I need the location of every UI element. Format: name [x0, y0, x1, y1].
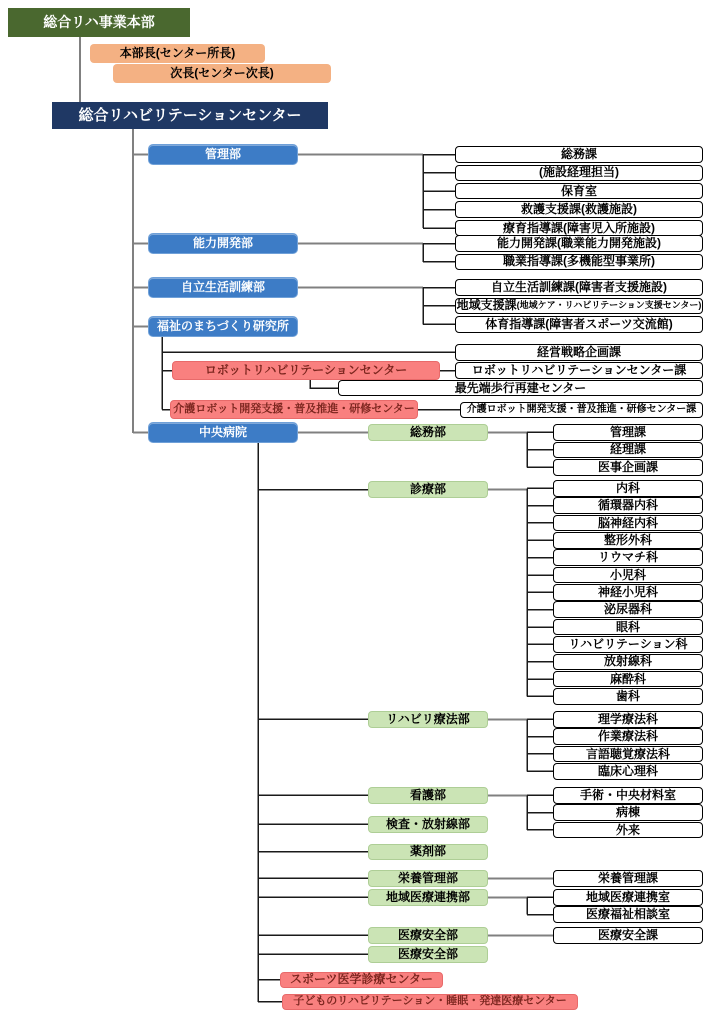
section-box-kango: 看護部 — [368, 787, 488, 804]
unit-box: 泌尿器科 — [553, 601, 703, 618]
unit-box: 地域医療連携室 — [553, 889, 703, 906]
unit-box: 言語聴覚療法科 — [553, 746, 703, 763]
unit-box: 療育指導課(障害児入所施設) — [455, 220, 703, 237]
unit-box-chiiki-shien — [455, 298, 703, 315]
unit-box: 歯科 — [553, 688, 703, 705]
headquarters-box: 総合リハ事業本部 — [8, 8, 190, 37]
unit-box: 整形外科 — [553, 532, 703, 549]
division-box-kanri: 管理部 — [148, 144, 298, 165]
unit-box: 自立生活訓練課(障害者支援施設) — [455, 279, 703, 296]
unit-box: 麻酔科 — [553, 671, 703, 688]
unit-box: 管理課 — [553, 424, 703, 441]
section-box-rehab-ryoho: リハビリ療法部 — [368, 711, 488, 728]
section-box-chiiki-iryo-renkei: 地域医療連携部 — [368, 889, 488, 906]
unit-box: 作業療法科 — [553, 728, 703, 745]
section-box-kensa-hoshasen: 検査・放射線部 — [368, 816, 488, 833]
unit-box: 手術・中央材料室 — [553, 787, 703, 804]
unit-box: 経理課 — [553, 442, 703, 459]
children-rehab-sleep-center-box: 子どものリハビリテーション・睡眠・発達医療センター — [282, 994, 578, 1011]
unit-box: リウマチ科 — [553, 549, 703, 566]
unit-box: 体育指導課(障害者スポーツ交流館) — [455, 316, 703, 333]
division-box-noryoku-kaihatsu: 能力開発部 — [148, 233, 298, 254]
section-box-iryo-anzen-1: 医療安全部 — [368, 927, 488, 944]
unit-box: 救護支援課(救護施設) — [455, 201, 703, 218]
unit-box: 医療福祉相談室 — [553, 906, 703, 923]
division-box-jiritsu-seikatsu: 自立生活訓練部 — [148, 277, 298, 298]
unit-box: 神経小児科 — [553, 584, 703, 601]
unit-label-main: 地域支援課 — [456, 298, 517, 313]
unit-box: 外来 — [553, 822, 703, 839]
unit-box: 栄養管理課 — [553, 870, 703, 887]
unit-box: リハビリテーション科 — [553, 636, 703, 653]
unit-box: 総務課 — [455, 146, 703, 163]
section-box-yakuzai: 薬剤部 — [368, 844, 488, 861]
deputy-director-box: 次長(センター次長) — [113, 64, 331, 83]
unit-box: 医療安全課 — [553, 927, 703, 944]
division-box-chuo-hospital: 中央病院 — [148, 422, 298, 443]
unit-label-suffix: (地域ケア・リハビリテーション支援センター) — [516, 300, 702, 311]
unit-box: 介護ロボット開発支援・普及推進・研修センター課 — [460, 402, 703, 419]
unit-box: 小児科 — [553, 567, 703, 584]
division-box-fukushi-machidukuri: 福祉のまちづくり研究所 — [148, 316, 298, 337]
unit-box: 内科 — [553, 480, 703, 497]
robot-rehab-center-box: ロボットリハビリテーションセンター — [172, 361, 440, 380]
section-box-iryo-anzen-2: 医療安全部 — [368, 946, 488, 963]
unit-box: 理学療法科 — [553, 711, 703, 728]
unit-box: 眼科 — [553, 619, 703, 636]
unit-box: 経営戦略企画課 — [455, 344, 703, 361]
unit-box: 臨床心理科 — [553, 763, 703, 780]
gait-reconstruction-center-box: 最先端歩行再建センター — [338, 380, 703, 397]
unit-box: 脳神経内科 — [553, 515, 703, 532]
unit-box: 能力開発課(職業能力開発施設) — [455, 235, 703, 252]
unit-box: 保育室 — [455, 183, 703, 200]
section-box-shinryo: 診療部 — [368, 481, 488, 498]
director-box: 本部長(センター所長) — [90, 44, 265, 63]
section-box-somu: 総務部 — [368, 424, 488, 441]
unit-box: 医事企画課 — [553, 459, 703, 476]
unit-box: 循環器内科 — [553, 497, 703, 514]
unit-box: 職業指導課(多機能型事業所) — [455, 254, 703, 271]
unit-box: (施設経理担当) — [455, 165, 703, 182]
section-box-eiyo-kanri: 栄養管理部 — [368, 870, 488, 887]
care-robot-center-box: 介護ロボット開発支援・普及推進・研修センター — [170, 400, 418, 419]
sports-medicine-center-box: スポーツ医学診療センター — [280, 972, 443, 989]
rehabilitation-center-box: 総合リハビリテーションセンター — [52, 102, 328, 129]
unit-box: ロボットリハビリテーションセンター課 — [455, 362, 703, 379]
unit-box: 放射線科 — [553, 654, 703, 671]
unit-box: 病棟 — [553, 804, 703, 821]
